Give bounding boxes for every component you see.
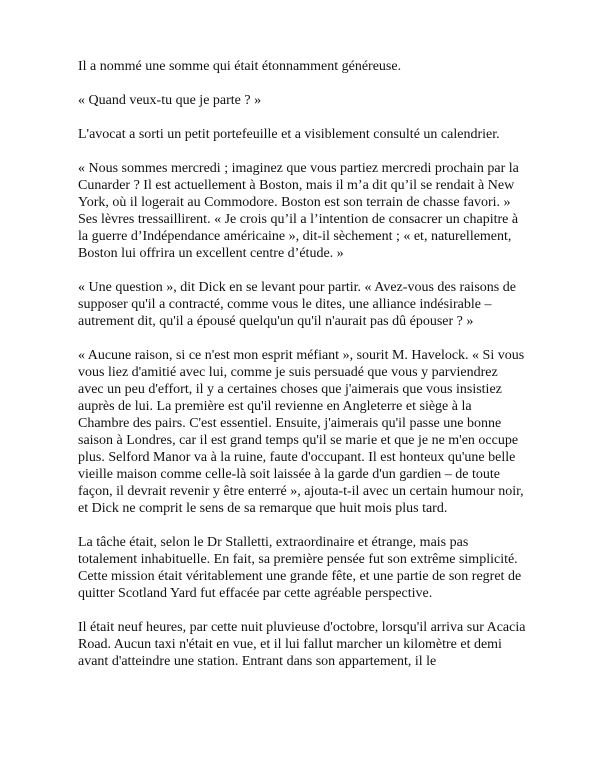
paragraph-2: « Quand veux-tu que je parte ? »: [78, 93, 262, 108]
paragraph-1: Il a nommé une somme qui était étonnamment généreuse.: [78, 59, 402, 74]
paragraph-8: Il était neuf heures, par cette nuit pluvieuse d'octobre, lorsqu'il arriva sur Acacia Road. Aucun taxi n'était en vue, et il lui fallut marcher un kilomètre et demi avant d'atteindre une station. Entrant dans son appartement, il le: [78, 620, 526, 669]
paragraph-4: « Nous sommes mercredi ; imaginez que vous partiez mercredi prochain par la Cunarder ? Il est actuellement à Boston, mais il m’a dit qu’il se rendait à New York, où il logerait au Commodore. Boston est son terrain de chasse favori. » Ses lèvres tressaillirent. « Je crois qu’il a l’intention de consacrer un chapitre à la guerre d’Indépendance américaine », dit-il sèchement ; « et, naturellement, Boston lui offrira un excellent centre d’étude. »: [78, 161, 519, 261]
paragraph-7: La tâche était, selon le Dr Stalletti, extraordinaire et étrange, mais pas totalement inhabituelle. En fait, sa première pensée fut son extrême simplicité. Cette mission était véritablement une grande fête, et une partie de son regret de quitter Scotland Yard fut effacée par cette agréable perspective.: [78, 535, 522, 601]
document-page: [78, 58, 526, 687]
paragraph-3: L'avocat a sorti un petit portefeuille et a visiblement consulté un calendrier.: [78, 127, 500, 142]
paragraph-6: « Aucune raison, si ce n'est mon esprit méfiant », sourit M. Havelock. « Si vous vous liez d'amitié avec lui, comme je suis persuadé que vous y parviendrez avec un peu d'effort, il y a certaines choses que j'aimerais que vous insistiez auprès de lui. La première est qu'il revienne en Angleterre et siège à la Chambre des pairs. C'est essentiel. Ensuite, j'aimerais qu'il passe une bonne saison à Londres, car il est grand temps qu'il se marie et que je ne m'en occupe plus. Selford Manor va à la ruine, faute d'occupant. Il est honteux qu'une belle vieille maison comme celle-là soit laissée à la garde d'un gardien – de toute façon, il devrait revenir y être enterré », ajouta-t-il avec un certain humour noir, et Dick ne comprit le sens de sa remarque que huit mois plus tard.: [78, 348, 525, 516]
paragraph-5: « Une question », dit Dick en se levant pour partir. « Avez-vous des raisons de supposer qu'il a contracté, comme vous le dites, une alliance indésirable – autrement dit, qu'il a épousé quelqu'un qu'il n'aurait pas dû épouser ? »: [78, 280, 516, 329]
